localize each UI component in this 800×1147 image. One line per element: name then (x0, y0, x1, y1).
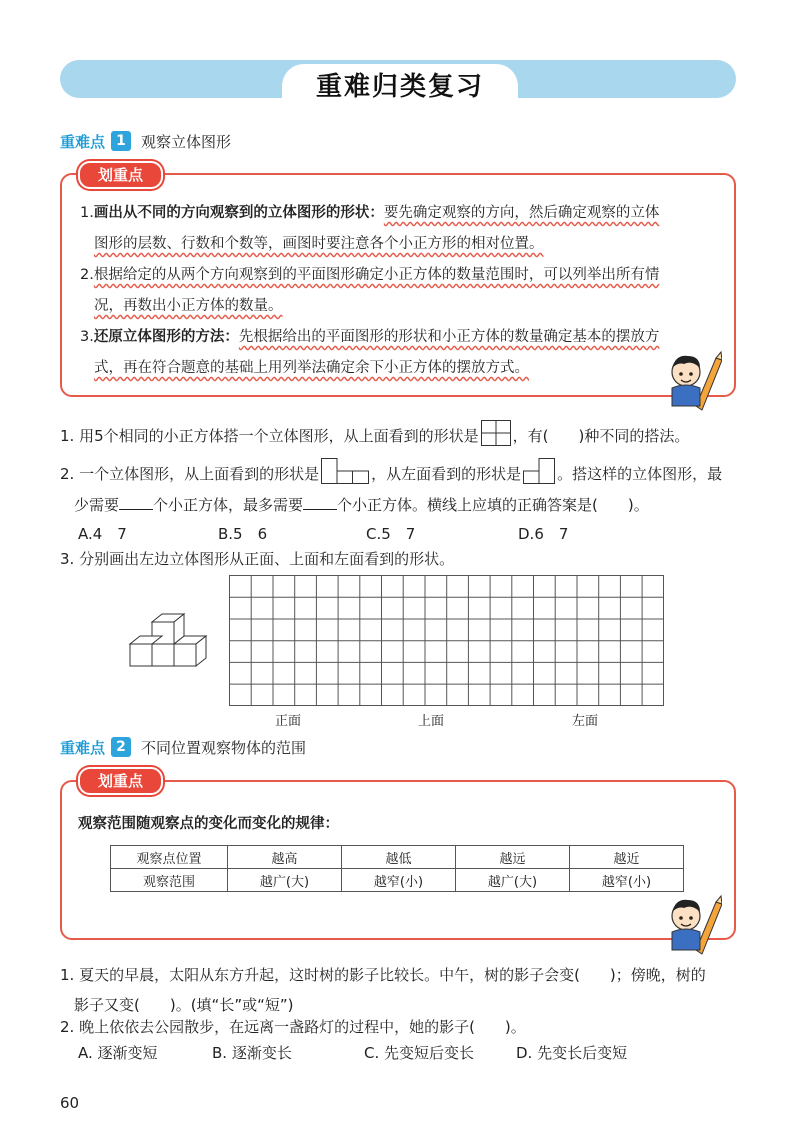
table-cell: 越广(大) (228, 869, 342, 892)
key-point-3-num: 3. (80, 329, 94, 345)
key-point-1-bold: 画出从不同的方向观察到的立体图形的形状： (93, 205, 384, 221)
key-point-3-bold: 还原立体图形的方法： (93, 329, 239, 345)
section2-label: 重难点 (60, 738, 106, 757)
key-point-3-line1: 先根据给出的平面图形的形状和小正方体的数量确定基本的摆放方 (238, 329, 660, 345)
page-number: 60 (60, 1094, 80, 1112)
observation-rule-table (110, 845, 684, 892)
table-cell: 越广(大) (456, 869, 570, 892)
s1-question-3: 3. 分别画出左边立体图形从正面、上面和左面看到的形状。 (60, 550, 455, 568)
table-cell: 越窄(小) (342, 869, 456, 892)
s2-question-1 (60, 960, 750, 1020)
drawing-grid[interactable] (229, 575, 665, 707)
s1-q2-text-c: 。搭这样的立体图形，最 (557, 465, 723, 483)
table-cell: 越高 (228, 846, 342, 869)
table-cell: 越窄(小) (570, 869, 684, 892)
s1-q2-text-b: ，从左面看到的形状是 (371, 465, 522, 483)
rule-title: 观察范围随观察点的变化而变化的规律： (78, 816, 339, 832)
s1-q2-option-a[interactable]: A.4 7 (78, 525, 127, 543)
section2-title: 不同位置观察物体的范围 (141, 738, 307, 757)
key-point-1-num: 1. (80, 205, 94, 221)
cube-figure (128, 604, 214, 668)
s1-q2-text-e: 个小正方体，最多需要 (153, 496, 304, 514)
section1-title: 观察立体图形 (141, 132, 232, 151)
s2-q2-option-c[interactable]: C. 先变短后变长 (364, 1044, 475, 1062)
table-cell: 观察范围 (111, 869, 228, 892)
boy-with-pencil-icon (662, 348, 722, 412)
section1-label: 重难点 (60, 132, 106, 151)
s2-q1-line1: 1. 夏天的早晨，太阳从东方升起，这时树的影子比较长。中午，树的影子会变( )；傍晚，树的 (60, 966, 706, 984)
left-view-shape-icon (523, 458, 555, 484)
table-cell: 越近 (570, 846, 684, 869)
key-point-2-line2: 况，再数出小正方体的数量。 (94, 298, 283, 314)
table-cell: 观察点位置 (111, 846, 228, 869)
page-title: 重难归类复习 (282, 64, 518, 108)
section2-number: 2 (111, 737, 131, 757)
table-cell: 越远 (456, 846, 570, 869)
answer-blank[interactable] (303, 509, 337, 510)
s1-q2-text-d: 少需要 (74, 496, 120, 514)
s1-question-1 (60, 420, 750, 451)
boy-with-pencil-icon (662, 892, 722, 956)
s1-q2-option-d[interactable]: D.6 7 (518, 525, 569, 543)
s2-q2-option-a[interactable]: A. 逐渐变短 (78, 1044, 158, 1062)
s1-q2-option-b[interactable]: B.5 6 (218, 525, 268, 543)
s1-question-2-line2 (60, 490, 764, 520)
key-point-2-line1: 根据给定的从两个方向观察到的平面图形确定小正方体的数量范围时，可以列举出所有情 (93, 267, 660, 283)
s2-q1-line2: 影子又变( )。(填“长”或“短”) (74, 996, 294, 1014)
key-point-2 (80, 260, 720, 322)
table-cell: 越低 (342, 846, 456, 869)
key-point-2-num: 2. (80, 267, 94, 283)
top-view-2x2-icon (481, 420, 511, 446)
grid-label-front: 正面 (275, 714, 302, 729)
s1-q2-text-a: 2. 一个立体图形，从上面看到的形状是 (60, 465, 320, 483)
s1-q2-option-c[interactable]: C.5 7 (366, 525, 416, 543)
s2-question-2: 2. 晚上依依去公园散步，在远离一盏路灯的过程中，她的影子( )。 (60, 1018, 526, 1036)
section1-header (60, 129, 231, 153)
key-point-1 (80, 198, 720, 260)
section2-key-tag: 划重点 (78, 767, 163, 795)
table-row (111, 869, 684, 892)
table-row (111, 846, 684, 869)
key-point-3-line2: 式，再在符合题意的基础上用列举法确定余下小正方体的摆放方式。 (94, 360, 529, 376)
s1-question-2 (60, 458, 750, 489)
s2-q2-option-d[interactable]: D. 先变长后变短 (516, 1044, 628, 1062)
s1-q2-text-f: 个小正方体。横线上应填的正确答案是( )。 (337, 496, 649, 514)
top-view-shape-icon (321, 458, 369, 484)
section1-key-tag: 划重点 (78, 161, 163, 189)
s2-q2-option-b[interactable]: B. 逐渐变长 (212, 1044, 292, 1062)
section1-number: 1 (111, 131, 131, 151)
grid-label-top: 上面 (418, 714, 445, 729)
key-point-3 (80, 322, 720, 384)
key-point-1-line2: 图形的层数、行数和个数等，画图时要注意各个小正方形的相对位置。 (94, 236, 544, 252)
s1-q1-text-b: ，有( )种不同的搭法。 (512, 427, 690, 445)
s1-q1-text-a: 1. 用5个相同的小正方体搭一个立体图形，从上面看到的形状是 (60, 427, 479, 445)
answer-blank[interactable] (119, 509, 153, 510)
section2-header (60, 735, 306, 759)
key-point-1-line1: 要先确定观察的方向，然后确定观察的立体 (383, 205, 660, 221)
grid-label-left: 左面 (572, 714, 599, 729)
